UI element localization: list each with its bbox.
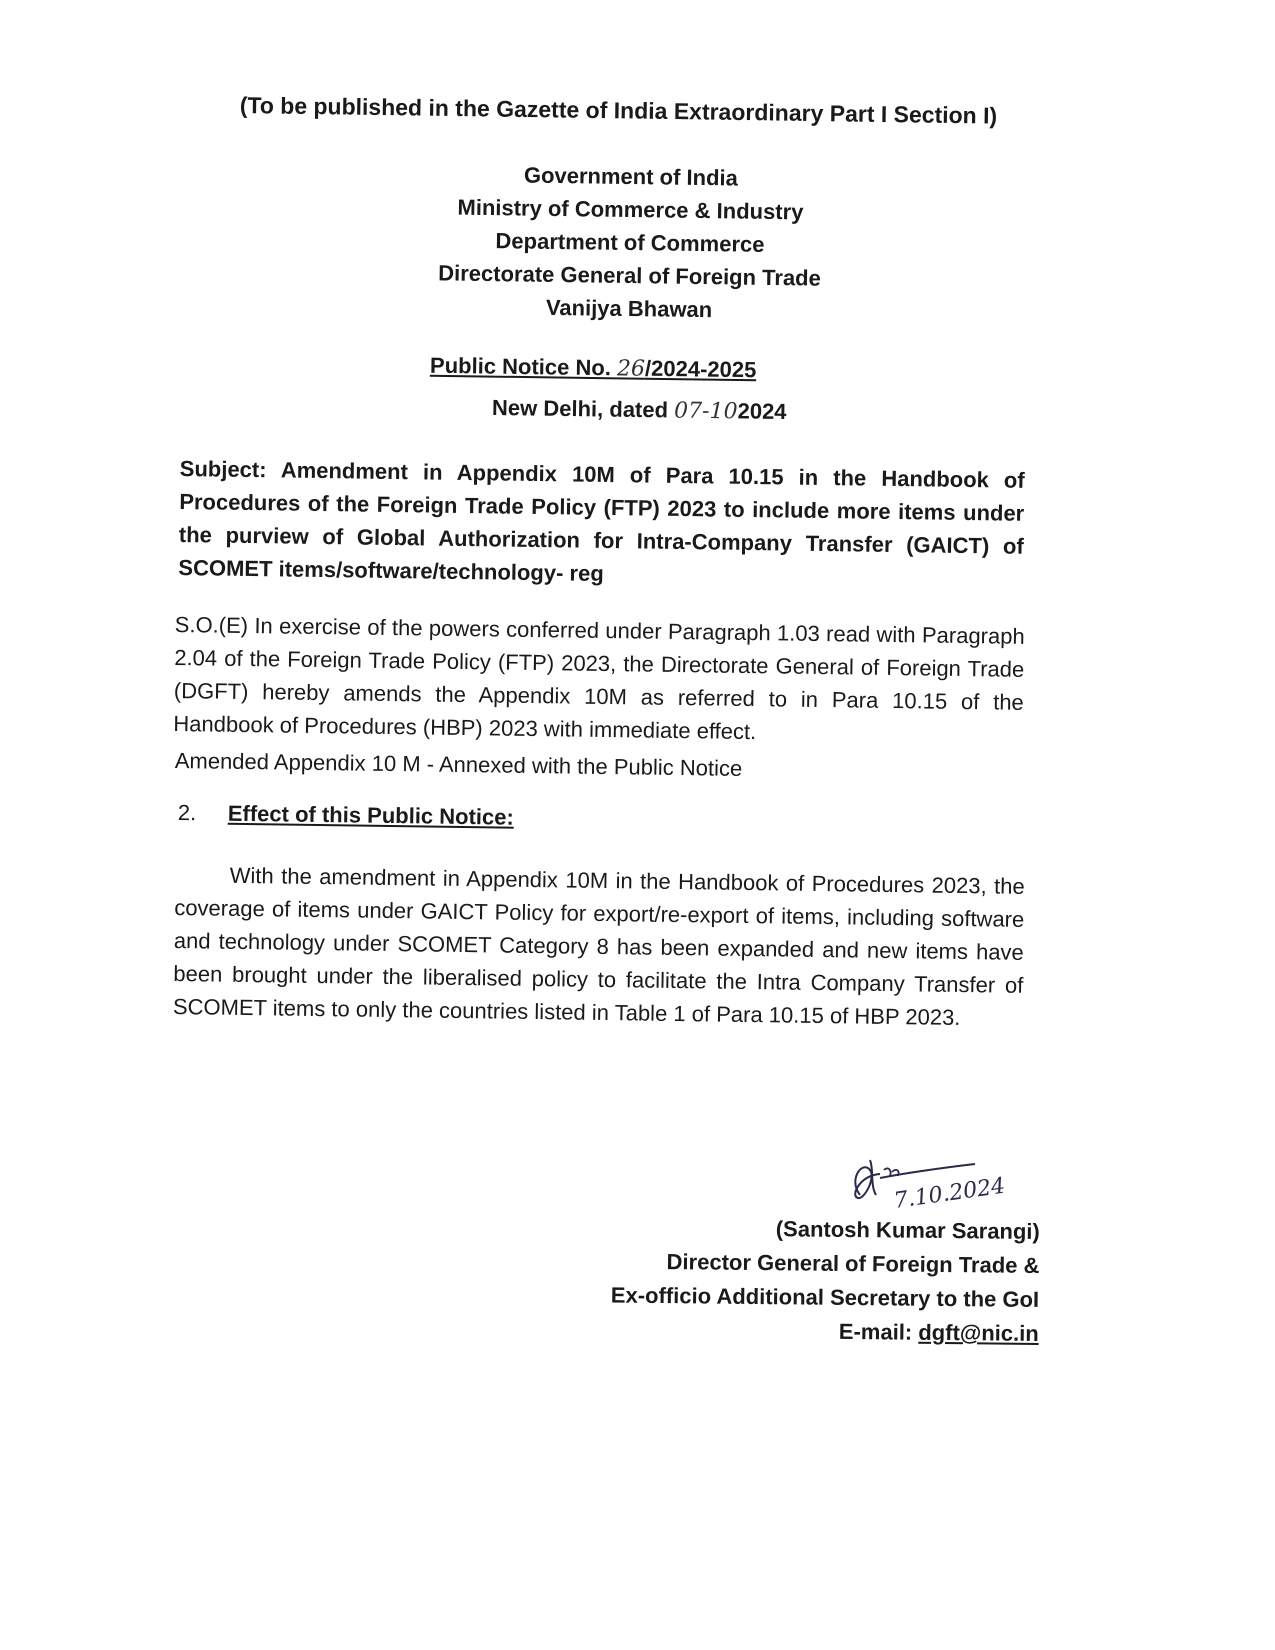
handwritten-signature xyxy=(840,1140,1040,1220)
effect-section-heading xyxy=(178,800,514,831)
notice-date xyxy=(492,395,787,425)
public-notice-number xyxy=(430,353,757,384)
issuing-authority-block xyxy=(379,157,881,329)
header-line-address: Vanijya Bhawan xyxy=(545,294,713,323)
section-title: Effect of this Public Notice: xyxy=(227,800,514,830)
notice-handwritten-number: 26 xyxy=(616,356,646,382)
signoff-block xyxy=(559,1210,1040,1351)
section-number: 2. xyxy=(177,800,197,826)
body-paragraph-2: With the amendment in Appendix 10M in the Handbook of Procedures 2023, the coverage of items under GAICT Policy for export/re-export of items, including software and technology under SCOMET Category 8 has been expanded and new items have been brought under the liberalised policy to facilitate the Intra Company Transfer of SCOMET items to only the countries listed in Table 1 of Para 10.15 of HBP 2023. xyxy=(172,862,1025,1030)
dated-year: 2024 xyxy=(737,398,787,425)
email-link[interactable]: dgft@nic.in xyxy=(918,1319,1039,1346)
body-paragraph-1: S.O.(E) In exercise of the powers conferred under Paragraph 1.03 read with Paragraph 2.04 of the Foreign Trade Policy (FTP) 2023, the Directorate General of Foreign Trade (DGFT) hereby amends the Appendix 10M as referred to in Para 10.15 of the Handbook of Procedures (HBP) 2023 with immediate effect. xyxy=(173,611,1025,745)
signatory-email-line xyxy=(559,1312,1039,1351)
gazette-line: (To be published in the Gazette of India Extraordinary Part I Section I) xyxy=(239,92,998,129)
signatory-name: (Santosh Kumar Sarangi) xyxy=(775,1216,1040,1244)
notice-prefix: Public Notice No. xyxy=(429,352,618,381)
signature-date: 7.10.2024 xyxy=(892,1173,1007,1214)
email-label: E-mail: xyxy=(838,1318,919,1345)
signatory-title-1: Director General of Foreign Trade & xyxy=(666,1249,1040,1278)
header-line-department: Department of Commerce xyxy=(495,228,765,257)
header-line-directorate: Directorate General of Foreign Trade xyxy=(438,260,822,291)
annex-line: Amended Appendix 10 M - Annexed with the Public Notice xyxy=(174,748,743,781)
dated-handwritten: 07-10 xyxy=(673,398,738,425)
subject-paragraph: Subject: Amendment in Appendix 10M of Para 10.15 in the Handbook of Procedures of the Foreign Trade Policy (FTP) 2023 to include more items under the purview of Global Authorization for Intra-Company Transfer (GAICT) of SCOMET items/software/technology- reg xyxy=(178,455,1025,586)
header-line-ministry: Ministry of Commerce & Industry xyxy=(457,194,804,225)
header-line-government: Government of India xyxy=(523,162,739,191)
signatory-title-2: Ex-officio Additional Secretary to the GoI xyxy=(610,1282,1040,1312)
dated-prefix: New Delhi, dated xyxy=(491,394,675,423)
notice-suffix: /2024-2025 xyxy=(644,355,757,383)
